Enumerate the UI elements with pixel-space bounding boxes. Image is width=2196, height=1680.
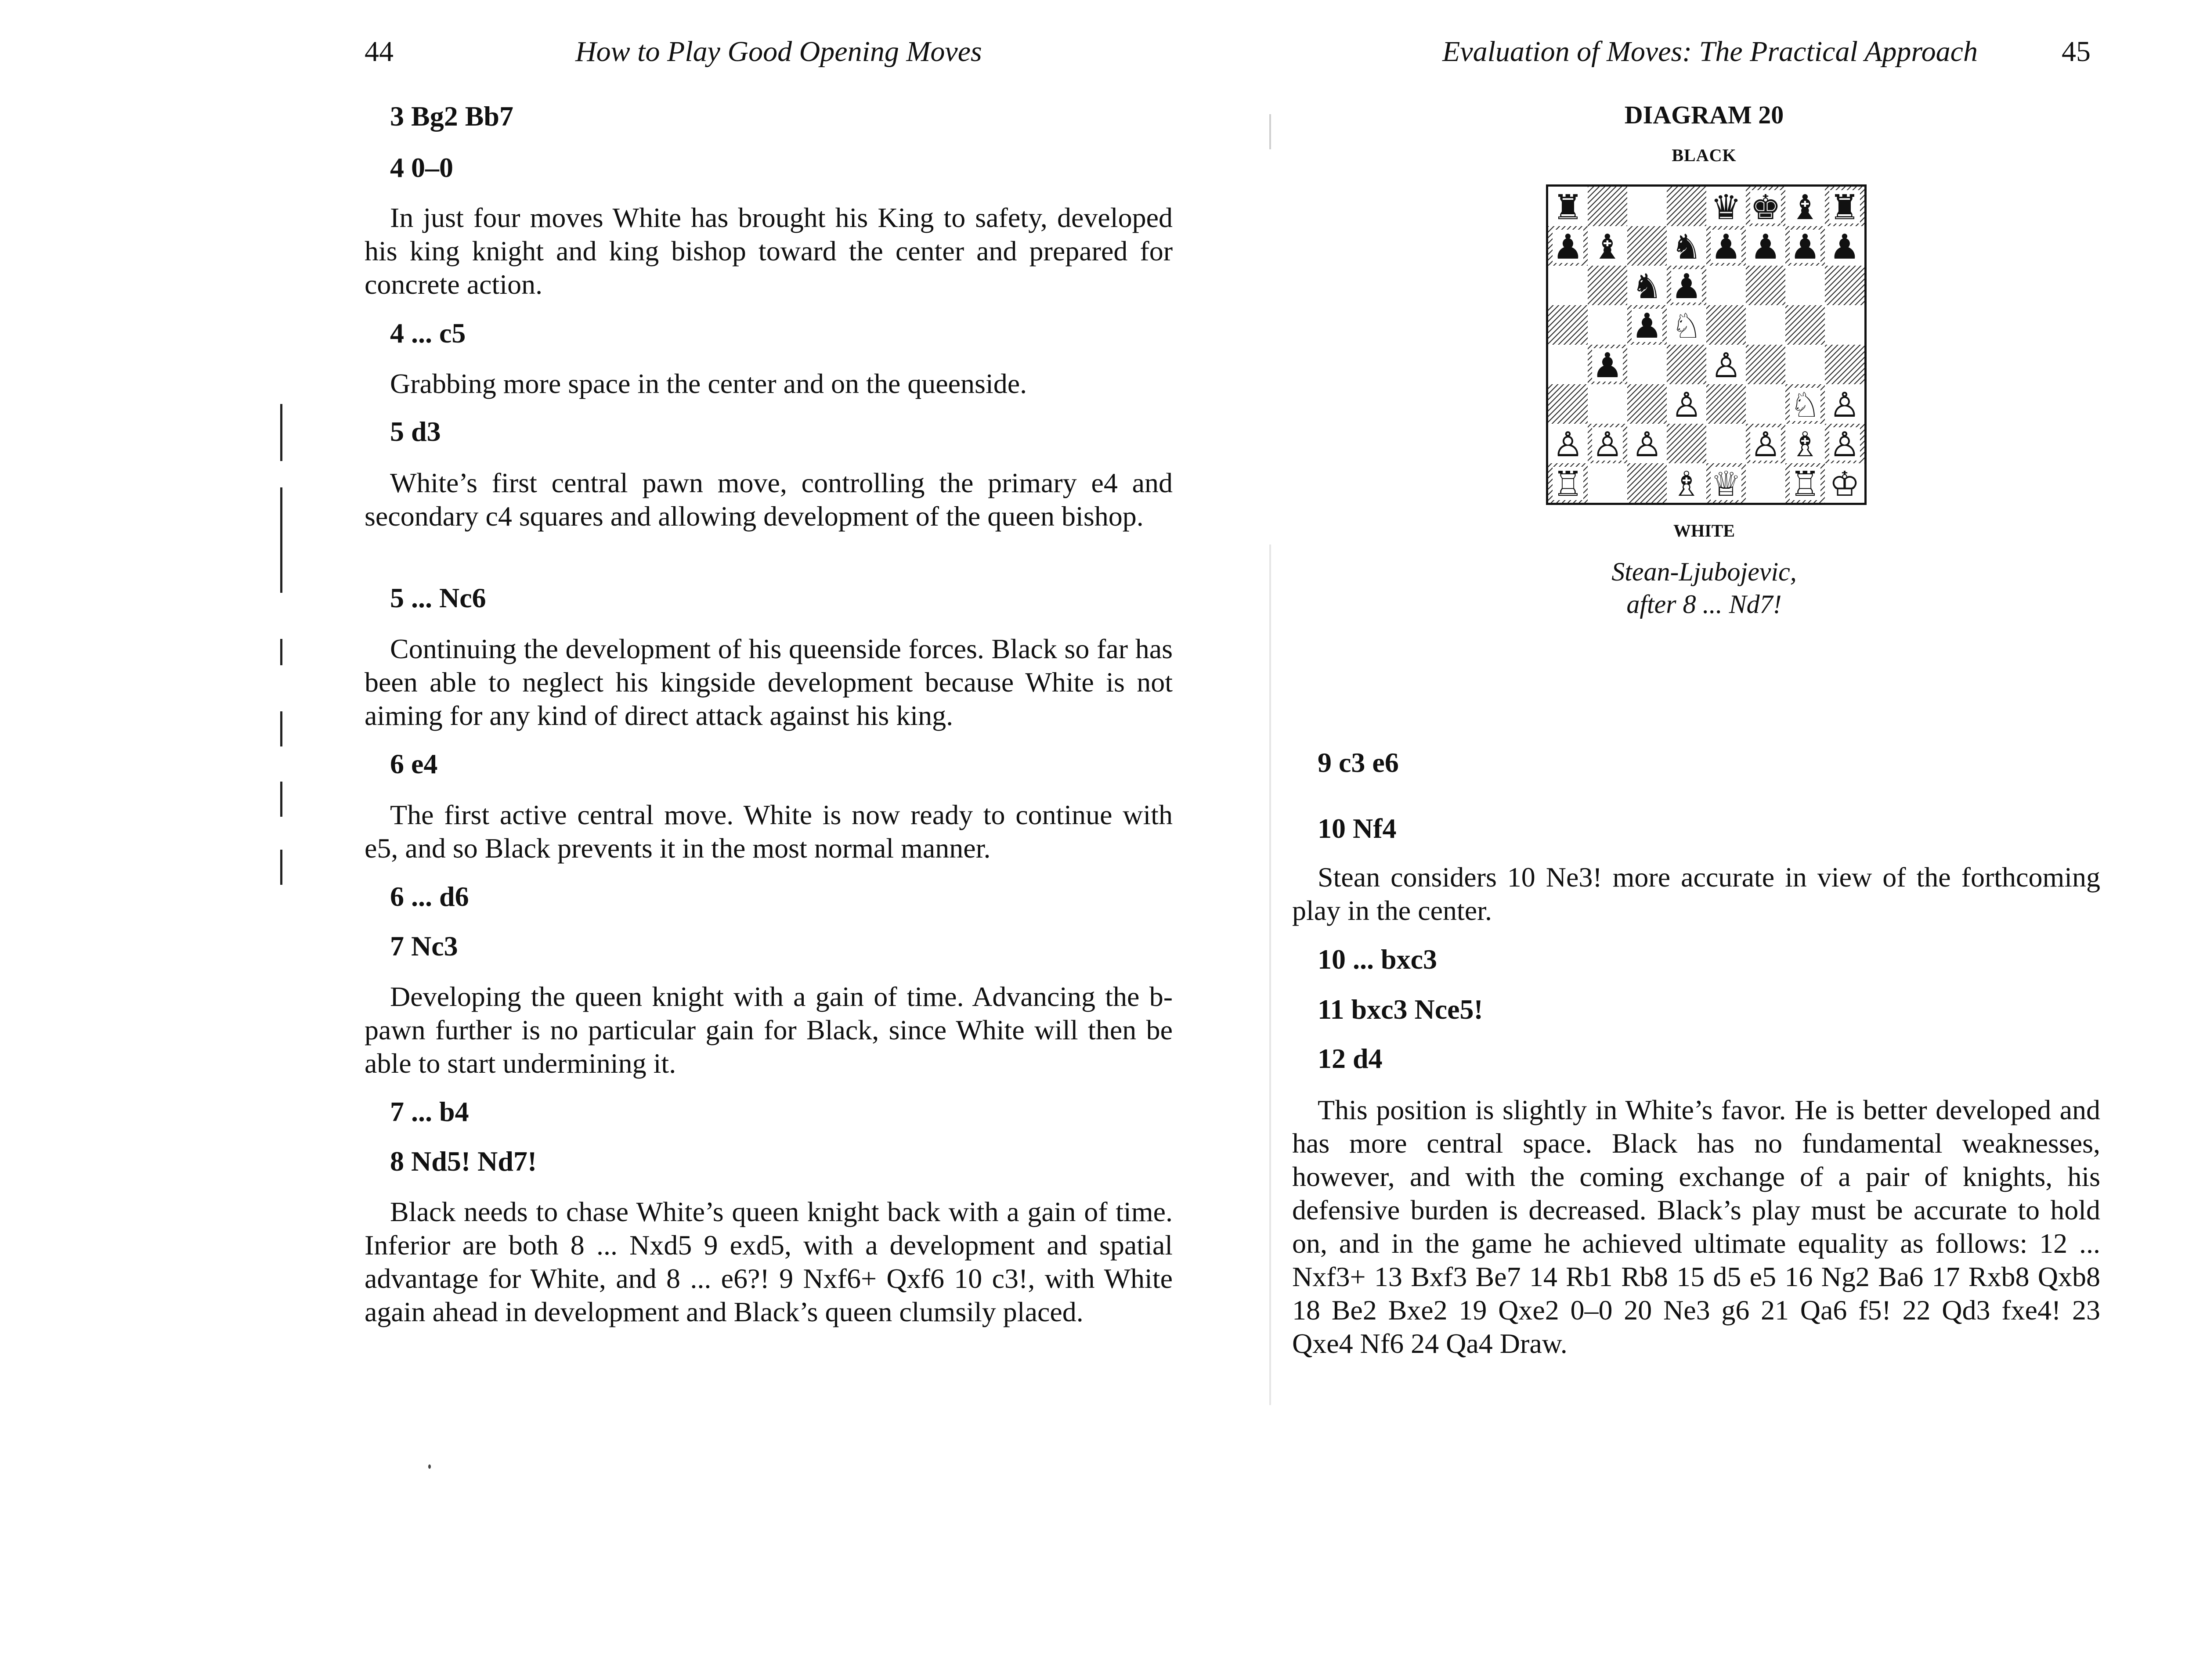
commentary-paragraph: The first active central move. White is now ready to continue with e5, and so Black prevents it in the most normal manner. bbox=[365, 799, 1173, 864]
chess-piece-white-p-c2: ♙ bbox=[1632, 425, 1662, 465]
board-square-g4 bbox=[1785, 345, 1825, 384]
margin-mark bbox=[280, 782, 282, 817]
board-square-g5 bbox=[1785, 305, 1825, 345]
chess-piece-white-q-e1: ♕ bbox=[1711, 465, 1741, 503]
black-side-label: BLACK bbox=[1672, 145, 1737, 165]
commentary-paragraph: This position is slightly in White’s favor. He is better developed and has more central space. Black has no fundamental weaknesses, however, and with the coming exchange of a pair of knights, his defensive burden is decreased. Black’s play must be accurate to hold on, and in the game he achieved ultimate equality as follows: 12 ... Nxf3+ 13 Bxf3 Be7 14 Rb1 Rb8 15 d5 e5 16 Ng2 Ba6 17 Rxb8 Qxb8 18 Be2 Bxe2 19 Qxe2 0–0 20 Ne3 g6 21 Qa6 f5! 22 Qd3 fxe4! 23 Qxe4 Nf6 24 Qa4 Draw. bbox=[1292, 1094, 2100, 1359]
move-line: 8 Nd5! Nd7! bbox=[390, 1146, 537, 1177]
chess-board bbox=[1546, 184, 1867, 505]
move-line: 7 ... b4 bbox=[390, 1096, 469, 1127]
chess-board-graphic bbox=[1548, 187, 1864, 503]
move-line: 10 ... bxc3 bbox=[1318, 944, 1437, 975]
move-line: 9 c3 e6 bbox=[1318, 747, 1399, 778]
board-square-c7 bbox=[1627, 226, 1667, 266]
board-square-b1 bbox=[1588, 463, 1627, 503]
page-number-right: 45 bbox=[2062, 36, 2091, 68]
move-line: 4 ... c5 bbox=[390, 317, 466, 349]
chess-piece-black-k-f8: ♚ bbox=[1750, 188, 1781, 227]
page-number-left: 44 bbox=[365, 36, 394, 68]
commentary-paragraph: In just four moves White has brought his King to safety, developed his king knight and king bishop toward the center and prepared for concrete action. bbox=[365, 202, 1173, 300]
board-square-c8 bbox=[1627, 187, 1667, 226]
margin-mark bbox=[280, 850, 282, 885]
chess-piece-white-r-a1: ♖ bbox=[1553, 465, 1583, 503]
move-line: 5 ... Nc6 bbox=[390, 582, 486, 613]
commentary-paragraph: Stean considers 10 Ne3! more accurate in view of the forthcoming play in the center. bbox=[1292, 862, 2100, 926]
chess-piece-black-n-d7: ♞ bbox=[1671, 227, 1702, 267]
chess-piece-white-p-h3: ♙ bbox=[1829, 386, 1860, 425]
move-line: 6 ... d6 bbox=[390, 881, 469, 912]
commentary-paragraph: Black needs to chase White’s queen knight back with a gain of time. Inferior are both 8 ... Nxd5 9 exd5, with a development and spatial advantage for White, and 8 ... e6?! 9 Nxf6+ Qxf6 10 c3!, with White again ahead in development and Black’s queen clumsily placed. bbox=[365, 1196, 1173, 1327]
chess-piece-white-k-h1: ♔ bbox=[1829, 465, 1860, 503]
board-square-b6 bbox=[1588, 266, 1627, 305]
move-line: 10 Nf4 bbox=[1318, 813, 1397, 844]
chess-piece-white-p-f2: ♙ bbox=[1750, 425, 1781, 465]
running-head-right: Evaluation of Moves: The Practical Approach bbox=[1442, 36, 1978, 68]
diagram-caption bbox=[1537, 555, 1871, 620]
diagram-caption-position: after 8 ... Nd7! bbox=[1626, 590, 1782, 619]
move-line: 11 bxc3 Nce5! bbox=[1318, 994, 1483, 1025]
board-square-b5 bbox=[1588, 305, 1627, 345]
chess-piece-white-p-a2: ♙ bbox=[1553, 425, 1583, 465]
board-square-h6 bbox=[1825, 266, 1864, 305]
chess-piece-white-p-e4: ♙ bbox=[1711, 346, 1741, 386]
chess-piece-black-p-b4: ♟ bbox=[1592, 346, 1623, 386]
chess-piece-white-n-g3: ♘ bbox=[1790, 386, 1820, 425]
board-square-f3 bbox=[1746, 384, 1785, 424]
chess-piece-black-p-a7: ♟ bbox=[1553, 227, 1583, 267]
chess-piece-black-p-g7: ♟ bbox=[1790, 227, 1820, 267]
board-square-e3 bbox=[1706, 384, 1746, 424]
commentary-paragraph: Continuing the development of his queenside forces. Black so far has been able to neglect his kingside development because White is not aiming for any kind of direct attack against his king. bbox=[365, 633, 1173, 731]
chess-piece-black-r-a8: ♜ bbox=[1553, 188, 1583, 227]
chess-piece-white-p-b2: ♙ bbox=[1592, 425, 1623, 465]
margin-mark bbox=[280, 711, 282, 746]
diagram-caption-players: Stean-Ljubojevic, bbox=[1611, 557, 1797, 586]
diagram-title: DIAGRAM 20 bbox=[1624, 101, 1784, 129]
board-square-d2 bbox=[1667, 424, 1706, 463]
board-square-e6 bbox=[1706, 266, 1746, 305]
white-side-label: WHITE bbox=[1673, 521, 1735, 541]
commentary-paragraph: Grabbing more space in the center and on the queenside. bbox=[390, 368, 1027, 399]
board-square-b8 bbox=[1588, 187, 1627, 226]
board-square-f4 bbox=[1746, 345, 1785, 384]
commentary-paragraph: Developing the queen knight with a gain of time. Advancing the b-pawn further is no particular gain for Black, since White will then be able to start undermining it. bbox=[365, 981, 1173, 1079]
chess-piece-white-p-h2: ♙ bbox=[1829, 425, 1860, 465]
board-square-f1 bbox=[1746, 463, 1785, 503]
move-line: 6 e4 bbox=[390, 748, 438, 779]
chess-piece-black-q-e8: ♛ bbox=[1711, 188, 1741, 227]
chess-piece-black-r-h8: ♜ bbox=[1829, 188, 1860, 227]
move-line: 5 d3 bbox=[390, 416, 441, 447]
board-square-g6 bbox=[1785, 266, 1825, 305]
margin-mark bbox=[280, 487, 282, 593]
commentary-paragraph: White’s first central pawn move, controlling the primary e4 and secondary c4 squares and allowing development of the queen bishop. bbox=[365, 467, 1173, 532]
chess-piece-black-p-d6: ♟ bbox=[1671, 267, 1702, 306]
running-head-left: How to Play Good Opening Moves bbox=[575, 36, 982, 68]
margin-mark bbox=[280, 639, 282, 665]
board-square-c1 bbox=[1627, 463, 1667, 503]
board-square-e5 bbox=[1706, 305, 1746, 345]
ink-speck bbox=[428, 1464, 431, 1469]
move-line: 7 Nc3 bbox=[390, 930, 458, 962]
move-line: 3 Bg2 Bb7 bbox=[390, 101, 513, 132]
chess-piece-black-n-c6: ♞ bbox=[1632, 267, 1662, 306]
board-square-f5 bbox=[1746, 305, 1785, 345]
chess-piece-black-p-e7: ♟ bbox=[1711, 227, 1741, 267]
board-square-a6 bbox=[1548, 266, 1588, 305]
board-square-a4 bbox=[1548, 345, 1588, 384]
margin-mark bbox=[280, 404, 282, 461]
move-line: 4 0–0 bbox=[390, 152, 453, 183]
board-square-a3 bbox=[1548, 384, 1588, 424]
chess-piece-white-r-g1: ♖ bbox=[1790, 465, 1820, 503]
board-square-b3 bbox=[1588, 384, 1627, 424]
chess-piece-white-b-g2: ♗ bbox=[1790, 425, 1820, 465]
chess-piece-black-p-c5: ♟ bbox=[1632, 306, 1662, 346]
chess-piece-white-n-d5: ♘ bbox=[1671, 306, 1702, 346]
chess-piece-black-p-f7: ♟ bbox=[1750, 227, 1781, 267]
board-square-c4 bbox=[1627, 345, 1667, 384]
chess-piece-black-p-h7: ♟ bbox=[1829, 227, 1860, 267]
move-line: 12 d4 bbox=[1318, 1043, 1383, 1074]
board-square-e2 bbox=[1706, 424, 1746, 463]
chess-piece-black-b-b7: ♝ bbox=[1592, 227, 1623, 267]
board-square-a5 bbox=[1548, 305, 1588, 345]
chess-piece-white-b-d1: ♗ bbox=[1671, 465, 1702, 503]
board-square-d8 bbox=[1667, 187, 1706, 226]
board-square-d4 bbox=[1667, 345, 1706, 384]
board-square-c3 bbox=[1627, 384, 1667, 424]
chess-piece-white-p-d3: ♙ bbox=[1671, 386, 1702, 425]
board-square-h5 bbox=[1825, 305, 1864, 345]
board-square-f6 bbox=[1746, 266, 1785, 305]
board-square-h4 bbox=[1825, 345, 1864, 384]
chess-piece-black-b-g8: ♝ bbox=[1790, 188, 1820, 227]
